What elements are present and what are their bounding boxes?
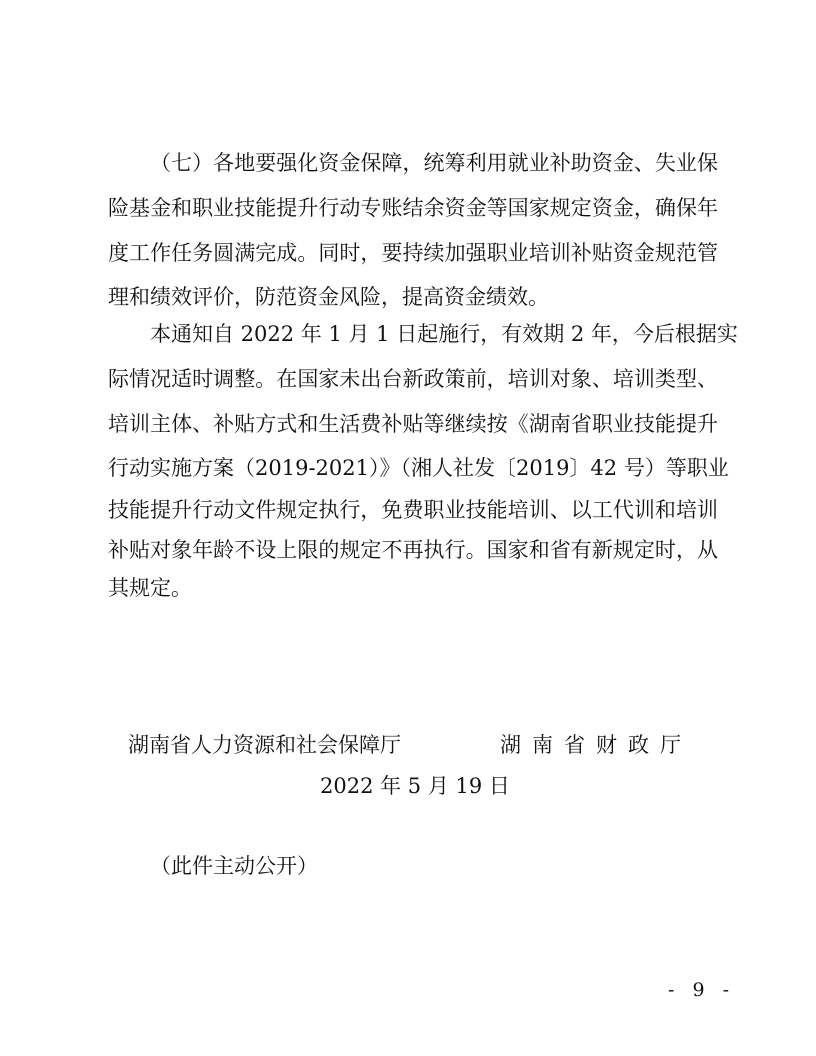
paragraph-1-line-3: 度工作任务圆满完成。同时，要持续加强职业培训补贴资金规范管: [108, 241, 718, 265]
page-number: - 9 -: [668, 979, 736, 1001]
signature-date: 2022 年 5 月 19 日: [320, 774, 510, 798]
signature-issuer-hr: 湖南省人力资源和社会保障厅: [128, 733, 401, 757]
paragraph-1-line-2: 险基金和职业技能提升行动专账结余资金等国家规定资金，确保年: [108, 196, 718, 220]
paragraph-1-line-4: 理和绩效评价，防范资金风险，提高资金绩效。: [108, 285, 549, 309]
paragraph-2-line-2: 际情况适时调整。在国家未出台新政策前，培训对象、培训类型、: [108, 367, 718, 391]
signature-issuer-finance: 湖南省财政厅: [500, 733, 692, 757]
paragraph-2-line-1: 本通知自 2022 年 1 月 1 日起施行，有效期 2 年，今后根据实: [150, 322, 738, 346]
paragraph-2-line-5: 技能提升行动文件规定执行，免费职业技能培训、以工代训和培训: [108, 498, 718, 522]
disclosure-note: （此件主动公开）: [150, 854, 318, 878]
paragraph-1-line-1: （七）各地要强化资金保障，统筹利用就业补助资金、失业保: [150, 151, 718, 175]
paragraph-2-line-7: 其规定。: [108, 576, 192, 600]
paragraph-2-line-3: 培训主体、补贴方式和生活费补贴等继续按《湖南省职业技能提升: [108, 412, 718, 436]
paragraph-2-line-6: 补贴对象年龄不设上限的规定不再执行。国家和省有新规定时，从: [108, 538, 718, 562]
paragraph-2-line-4: 行动实施方案（2019-2021）》（湘人社发〔2019〕42 号）等职业: [108, 456, 729, 480]
